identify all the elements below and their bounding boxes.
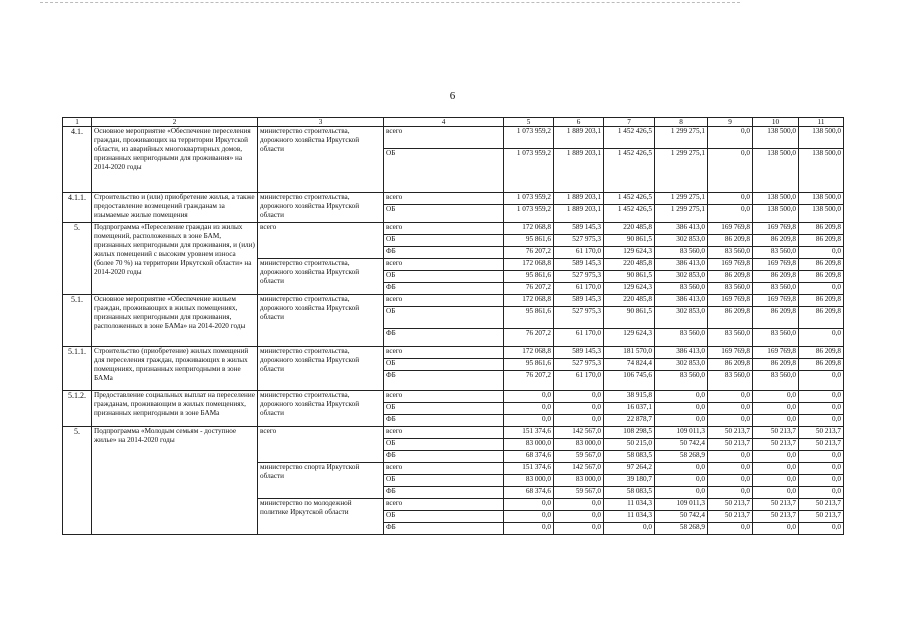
amount-cell: 86 209,8 bbox=[799, 359, 844, 371]
amount-cell: 0,0 bbox=[554, 415, 604, 427]
amount-cell: 68 374,6 bbox=[504, 487, 554, 499]
amount-cell: 76 207,2 bbox=[504, 329, 554, 347]
table-row bbox=[63, 127, 844, 149]
funding-source: ФБ bbox=[384, 451, 504, 463]
amount-cell: 138 500,0 bbox=[753, 205, 799, 223]
amount-cell: 95 861,6 bbox=[504, 359, 554, 371]
funding-source: всего bbox=[384, 391, 504, 403]
amount-cell: 109 011,3 bbox=[655, 499, 708, 511]
amount-cell: 0,0 bbox=[753, 463, 799, 475]
amount-cell: 59 567,0 bbox=[554, 487, 604, 499]
amount-cell: 0,0 bbox=[655, 391, 708, 403]
amount-cell: 11 034,3 bbox=[604, 499, 655, 511]
amount-cell: 1 889 203,1 bbox=[554, 149, 604, 193]
amount-cell: 61 170,0 bbox=[554, 329, 604, 347]
amount-cell: 1 452 426,5 bbox=[604, 205, 655, 223]
amount-cell: 0,0 bbox=[708, 451, 753, 463]
amount-cell: 86 209,8 bbox=[708, 271, 753, 283]
amount-cell: 68 374,6 bbox=[504, 451, 554, 463]
amount-cell: 83 560,0 bbox=[753, 329, 799, 347]
program-name: Строительство (приобретение) жилых помещений для переселения граждан, проживающих в жилых помещениях, признанных непригодными в зоне БАМа bbox=[92, 347, 258, 391]
executor: министерство строительства, дорожного хозяйства Иркутской области bbox=[258, 295, 384, 347]
amount-cell: 1 299 275,1 bbox=[655, 127, 708, 149]
funding-source: всего bbox=[384, 499, 504, 511]
table-row bbox=[63, 193, 844, 205]
program-name: Основное мероприятие «Обеспечение переселения граждан, проживающих на территории Иркутской области, из аварийных многоквартирных домов, признанных непригодными для проживания» на 2014-2020 годы bbox=[92, 127, 258, 193]
amount-cell: 151 374,6 bbox=[504, 427, 554, 439]
amount-cell: 58 268,9 bbox=[655, 523, 708, 535]
budget-table bbox=[62, 117, 844, 535]
amount-cell: 22 878,7 bbox=[604, 415, 655, 427]
amount-cell: 83 560,0 bbox=[753, 283, 799, 295]
amount-cell: 0,0 bbox=[753, 475, 799, 487]
amount-cell: 129 624,3 bbox=[604, 283, 655, 295]
amount-cell: 50 742,4 bbox=[655, 511, 708, 523]
amount-cell: 106 745,6 bbox=[604, 371, 655, 391]
amount-cell: 90 861,5 bbox=[604, 307, 655, 329]
amount-cell: 83 560,0 bbox=[655, 247, 708, 259]
amount-cell: 589 145,3 bbox=[554, 259, 604, 271]
column-number: 9 bbox=[708, 118, 753, 127]
amount-cell: 50 213,7 bbox=[799, 439, 844, 451]
amount-cell: 0,0 bbox=[655, 403, 708, 415]
amount-cell: 86 209,8 bbox=[799, 235, 844, 247]
funding-source: ОБ bbox=[384, 271, 504, 283]
executor: министерство по молодежной политике Иркутской области bbox=[258, 499, 384, 535]
amount-cell: 138 500,0 bbox=[753, 193, 799, 205]
page-number: 6 bbox=[449, 90, 456, 102]
amount-cell: 86 209,8 bbox=[753, 235, 799, 247]
amount-cell: 138 500,0 bbox=[799, 205, 844, 223]
amount-cell: 58 083,5 bbox=[604, 487, 655, 499]
amount-cell: 83 560,0 bbox=[708, 283, 753, 295]
amount-cell: 138 500,0 bbox=[799, 193, 844, 205]
amount-cell: 0,0 bbox=[799, 371, 844, 391]
table-row bbox=[63, 295, 844, 307]
amount-cell: 83 560,0 bbox=[655, 371, 708, 391]
amount-cell: 61 170,0 bbox=[554, 247, 604, 259]
amount-cell: 90 861,5 bbox=[604, 271, 655, 283]
amount-cell: 129 624,3 bbox=[604, 329, 655, 347]
funding-source: ОБ bbox=[384, 475, 504, 487]
funding-source: всего bbox=[384, 193, 504, 205]
funding-source: ОБ bbox=[384, 403, 504, 415]
amount-cell: 0,0 bbox=[799, 329, 844, 347]
amount-cell: 1 889 203,1 bbox=[554, 193, 604, 205]
amount-cell: 0,0 bbox=[753, 391, 799, 403]
funding-source: всего bbox=[384, 127, 504, 149]
amount-cell: 83 000,0 bbox=[554, 439, 604, 451]
funding-source: всего bbox=[384, 427, 504, 439]
funding-source: всего bbox=[384, 223, 504, 235]
amount-cell: 0,0 bbox=[708, 415, 753, 427]
amount-cell: 0,0 bbox=[708, 475, 753, 487]
amount-cell: 1 299 275,1 bbox=[655, 149, 708, 193]
amount-cell: 0,0 bbox=[708, 127, 753, 149]
table-row bbox=[63, 391, 844, 403]
funding-source: всего bbox=[384, 295, 504, 307]
amount-cell: 83 560,0 bbox=[708, 247, 753, 259]
amount-cell: 0,0 bbox=[708, 391, 753, 403]
amount-cell: 386 413,0 bbox=[655, 223, 708, 235]
executor: министерство строительства, дорожного хозяйства Иркутской области bbox=[258, 391, 384, 427]
table-row bbox=[63, 347, 844, 359]
amount-cell: 0,0 bbox=[799, 487, 844, 499]
amount-cell: 58 083,5 bbox=[604, 451, 655, 463]
amount-cell: 302 853,0 bbox=[655, 271, 708, 283]
column-number: 3 bbox=[258, 118, 384, 127]
column-number: 2 bbox=[92, 118, 258, 127]
scan-artifact bbox=[40, 2, 740, 3]
column-number: 1 bbox=[63, 118, 92, 127]
amount-cell: 0,0 bbox=[753, 451, 799, 463]
amount-cell: 86 209,8 bbox=[753, 359, 799, 371]
amount-cell: 172 068,8 bbox=[504, 347, 554, 359]
funding-source: ОБ bbox=[384, 307, 504, 329]
funding-source: ФБ bbox=[384, 329, 504, 347]
funding-source: всего bbox=[384, 347, 504, 359]
executor: министерство строительства, дорожного хозяйства Иркутской области bbox=[258, 193, 384, 223]
amount-cell: 50 213,7 bbox=[753, 499, 799, 511]
amount-cell: 1 299 275,1 bbox=[655, 205, 708, 223]
funding-source: ФБ bbox=[384, 283, 504, 295]
amount-cell: 50 213,7 bbox=[753, 427, 799, 439]
amount-cell: 1 452 426,5 bbox=[604, 149, 655, 193]
amount-cell: 83 000,0 bbox=[504, 475, 554, 487]
amount-cell: 138 500,0 bbox=[753, 127, 799, 149]
amount-cell: 0,0 bbox=[708, 149, 753, 193]
amount-cell: 86 209,8 bbox=[799, 271, 844, 283]
amount-cell: 83 000,0 bbox=[554, 475, 604, 487]
executor: министерство строительства, дорожного хозяйства Иркутской области bbox=[258, 347, 384, 391]
amount-cell: 83 560,0 bbox=[708, 371, 753, 391]
amount-cell: 86 209,8 bbox=[708, 307, 753, 329]
column-number: 5 bbox=[504, 118, 554, 127]
amount-cell: 138 500,0 bbox=[753, 149, 799, 193]
amount-cell: 50 742,4 bbox=[655, 439, 708, 451]
amount-cell: 527 975,3 bbox=[554, 307, 604, 329]
amount-cell: 76 207,2 bbox=[504, 283, 554, 295]
funding-source: ОБ bbox=[384, 205, 504, 223]
funding-source: ОБ bbox=[384, 511, 504, 523]
amount-cell: 50 213,7 bbox=[799, 511, 844, 523]
amount-cell: 86 209,8 bbox=[799, 223, 844, 235]
amount-cell: 386 413,0 bbox=[655, 295, 708, 307]
amount-cell: 76 207,2 bbox=[504, 371, 554, 391]
table-row bbox=[63, 427, 844, 439]
amount-cell: 169 769,8 bbox=[753, 347, 799, 359]
program-name: Предоставление социальных выплат на переселение гражданам, проживающим в жилых помещениях, признанных непригодными в зоне БАМа bbox=[92, 391, 258, 427]
amount-cell: 527 975,3 bbox=[554, 359, 604, 371]
amount-cell: 169 769,8 bbox=[753, 259, 799, 271]
amount-cell: 302 853,0 bbox=[655, 307, 708, 329]
amount-cell: 302 853,0 bbox=[655, 235, 708, 247]
column-number: 7 bbox=[604, 118, 655, 127]
amount-cell: 0,0 bbox=[708, 463, 753, 475]
amount-cell: 95 861,6 bbox=[504, 271, 554, 283]
amount-cell: 97 264,2 bbox=[604, 463, 655, 475]
amount-cell: 220 485,8 bbox=[604, 259, 655, 271]
amount-cell: 138 500,0 bbox=[799, 127, 844, 149]
amount-cell: 386 413,0 bbox=[655, 259, 708, 271]
amount-cell: 0,0 bbox=[799, 451, 844, 463]
table-row bbox=[63, 223, 844, 235]
amount-cell: 0,0 bbox=[655, 415, 708, 427]
funding-source: ФБ bbox=[384, 371, 504, 391]
amount-cell: 61 170,0 bbox=[554, 371, 604, 391]
amount-cell: 0,0 bbox=[753, 523, 799, 535]
amount-cell: 1 073 959,2 bbox=[504, 205, 554, 223]
amount-cell: 61 170,0 bbox=[554, 283, 604, 295]
amount-cell: 108 298,5 bbox=[604, 427, 655, 439]
amount-cell: 83 000,0 bbox=[504, 439, 554, 451]
amount-cell: 11 034,3 bbox=[604, 511, 655, 523]
amount-cell: 0,0 bbox=[655, 463, 708, 475]
amount-cell: 1 889 203,1 bbox=[554, 127, 604, 149]
amount-cell: 83 560,0 bbox=[708, 329, 753, 347]
amount-cell: 0,0 bbox=[554, 499, 604, 511]
amount-cell: 169 769,8 bbox=[708, 347, 753, 359]
executor: министерство строительства, дорожного хозяйства Иркутской области bbox=[258, 127, 384, 193]
amount-cell: 142 567,0 bbox=[554, 463, 604, 475]
amount-cell: 0,0 bbox=[554, 403, 604, 415]
row-number: 4.1.1. bbox=[63, 193, 92, 223]
row-number: 5.1.2. bbox=[63, 391, 92, 427]
amount-cell: 0,0 bbox=[753, 403, 799, 415]
column-number: 8 bbox=[655, 118, 708, 127]
amount-cell: 0,0 bbox=[504, 403, 554, 415]
amount-cell: 0,0 bbox=[799, 283, 844, 295]
amount-cell: 95 861,6 bbox=[504, 235, 554, 247]
amount-cell: 1 073 959,2 bbox=[504, 127, 554, 149]
program-name: Подпрограмма «Переселение граждан из жилых помещений, расположенных в зоне БАМ, признанных непригодными для проживания, и (или) жилых помещений с высоким уровнем износа (более 70 %) на территории Иркутской области» на 2014-2020 годы bbox=[92, 223, 258, 295]
amount-cell: 0,0 bbox=[708, 403, 753, 415]
amount-cell: 1 073 959,2 bbox=[504, 149, 554, 193]
amount-cell: 74 824,4 bbox=[604, 359, 655, 371]
amount-cell: 0,0 bbox=[708, 205, 753, 223]
amount-cell: 50 213,7 bbox=[799, 499, 844, 511]
amount-cell: 172 068,8 bbox=[504, 295, 554, 307]
amount-cell: 50 213,7 bbox=[708, 427, 753, 439]
amount-cell: 0,0 bbox=[753, 415, 799, 427]
amount-cell: 1 452 426,5 bbox=[604, 127, 655, 149]
amount-cell: 386 413,0 bbox=[655, 347, 708, 359]
amount-cell: 0,0 bbox=[799, 247, 844, 259]
amount-cell: 151 374,6 bbox=[504, 463, 554, 475]
amount-cell: 0,0 bbox=[799, 463, 844, 475]
amount-cell: 589 145,3 bbox=[554, 347, 604, 359]
amount-cell: 0,0 bbox=[504, 415, 554, 427]
amount-cell: 1 452 426,5 bbox=[604, 193, 655, 205]
amount-cell: 16 037,1 bbox=[604, 403, 655, 415]
amount-cell: 0,0 bbox=[504, 391, 554, 403]
amount-cell: 589 145,3 bbox=[554, 223, 604, 235]
amount-cell: 1 073 959,2 bbox=[504, 193, 554, 205]
amount-cell: 39 180,7 bbox=[604, 475, 655, 487]
funding-source: ФБ bbox=[384, 523, 504, 535]
funding-source: ОБ bbox=[384, 359, 504, 371]
amount-cell: 0,0 bbox=[604, 523, 655, 535]
row-number: 4.1. bbox=[63, 127, 92, 193]
amount-cell: 50 215,0 bbox=[604, 439, 655, 451]
amount-cell: 50 213,7 bbox=[708, 511, 753, 523]
amount-cell: 220 485,8 bbox=[604, 223, 655, 235]
amount-cell: 58 268,9 bbox=[655, 451, 708, 463]
amount-cell: 129 624,3 bbox=[604, 247, 655, 259]
amount-cell: 50 213,7 bbox=[708, 439, 753, 451]
amount-cell: 0,0 bbox=[655, 475, 708, 487]
program-name: Строительство и (или) приобретение жилья, а также предоставление возмещений гражданам за изымаемые жилые помещения bbox=[92, 193, 258, 223]
funding-source: всего bbox=[384, 463, 504, 475]
amount-cell: 86 209,8 bbox=[799, 295, 844, 307]
amount-cell: 86 209,8 bbox=[708, 359, 753, 371]
amount-cell: 83 560,0 bbox=[655, 329, 708, 347]
amount-cell: 181 570,0 bbox=[604, 347, 655, 359]
row-number: 5.1. bbox=[63, 295, 92, 347]
amount-cell: 0,0 bbox=[708, 523, 753, 535]
amount-cell: 589 145,3 bbox=[554, 295, 604, 307]
column-number: 4 bbox=[384, 118, 504, 127]
row-number: 5. bbox=[63, 427, 92, 535]
amount-cell: 1 889 203,1 bbox=[554, 205, 604, 223]
row-number: 5. bbox=[63, 223, 92, 295]
amount-cell: 169 769,8 bbox=[708, 223, 753, 235]
executor: министерство строительства, дорожного хозяйства Иркутской области bbox=[258, 259, 384, 295]
amount-cell: 86 209,8 bbox=[799, 307, 844, 329]
amount-cell: 172 068,8 bbox=[504, 259, 554, 271]
amount-cell: 0,0 bbox=[708, 193, 753, 205]
amount-cell: 220 485,8 bbox=[604, 295, 655, 307]
funding-source: ФБ bbox=[384, 247, 504, 259]
funding-source: ФБ bbox=[384, 487, 504, 499]
amount-cell: 76 207,2 bbox=[504, 247, 554, 259]
amount-cell: 38 915,8 bbox=[604, 391, 655, 403]
amount-cell: 0,0 bbox=[708, 487, 753, 499]
amount-cell: 142 567,0 bbox=[554, 427, 604, 439]
amount-cell: 0,0 bbox=[554, 391, 604, 403]
amount-cell: 0,0 bbox=[799, 403, 844, 415]
executor: министерство спорта Иркутской области bbox=[258, 463, 384, 499]
column-number: 10 bbox=[753, 118, 799, 127]
amount-cell: 169 769,8 bbox=[708, 259, 753, 271]
column-number: 11 bbox=[799, 118, 844, 127]
amount-cell: 0,0 bbox=[655, 487, 708, 499]
amount-cell: 0,0 bbox=[554, 511, 604, 523]
executor: всего bbox=[258, 427, 384, 463]
amount-cell: 172 068,8 bbox=[504, 223, 554, 235]
amount-cell: 169 769,8 bbox=[753, 223, 799, 235]
amount-cell: 0,0 bbox=[504, 523, 554, 535]
amount-cell: 50 213,7 bbox=[708, 499, 753, 511]
amount-cell: 527 975,3 bbox=[554, 235, 604, 247]
amount-cell: 86 209,8 bbox=[753, 271, 799, 283]
amount-cell: 95 861,6 bbox=[504, 307, 554, 329]
amount-cell: 0,0 bbox=[799, 523, 844, 535]
amount-cell: 50 213,7 bbox=[753, 439, 799, 451]
program-name: Основное мероприятие «Обеспечение жильем граждан, проживающих в жилых помещениях, признанных непригодными для проживания, расположенных в зоне БАМа» на 2014-2020 годы bbox=[92, 295, 258, 347]
amount-cell: 527 975,3 bbox=[554, 271, 604, 283]
amount-cell: 83 560,0 bbox=[655, 283, 708, 295]
amount-cell: 169 769,8 bbox=[753, 295, 799, 307]
amount-cell: 50 213,7 bbox=[753, 511, 799, 523]
amount-cell: 90 861,5 bbox=[604, 235, 655, 247]
funding-source: ОБ bbox=[384, 235, 504, 247]
amount-cell: 1 299 275,1 bbox=[655, 193, 708, 205]
funding-source: ОБ bbox=[384, 149, 504, 193]
funding-source: ОБ bbox=[384, 439, 504, 451]
amount-cell: 86 209,8 bbox=[708, 235, 753, 247]
table-body bbox=[63, 118, 844, 535]
funding-source: всего bbox=[384, 259, 504, 271]
executor: всего bbox=[258, 223, 384, 259]
column-number-row bbox=[63, 118, 844, 127]
amount-cell: 0,0 bbox=[799, 391, 844, 403]
amount-cell: 302 853,0 bbox=[655, 359, 708, 371]
amount-cell: 0,0 bbox=[799, 415, 844, 427]
amount-cell: 109 011,3 bbox=[655, 427, 708, 439]
amount-cell: 0,0 bbox=[554, 523, 604, 535]
amount-cell: 86 209,8 bbox=[753, 307, 799, 329]
amount-cell: 86 209,8 bbox=[799, 347, 844, 359]
amount-cell: 138 500,0 bbox=[799, 149, 844, 193]
amount-cell: 86 209,8 bbox=[799, 259, 844, 271]
amount-cell: 0,0 bbox=[799, 475, 844, 487]
amount-cell: 59 567,0 bbox=[554, 451, 604, 463]
row-number: 5.1.1. bbox=[63, 347, 92, 391]
amount-cell: 0,0 bbox=[504, 499, 554, 511]
funding-source: ФБ bbox=[384, 415, 504, 427]
amount-cell: 50 213,7 bbox=[799, 427, 844, 439]
column-number: 6 bbox=[554, 118, 604, 127]
amount-cell: 169 769,8 bbox=[708, 295, 753, 307]
amount-cell: 0,0 bbox=[753, 487, 799, 499]
program-name: Подпрограмма «Молодым семьям - доступное жилье» на 2014-2020 годы bbox=[92, 427, 258, 535]
amount-cell: 83 560,0 bbox=[753, 247, 799, 259]
amount-cell: 83 560,0 bbox=[753, 371, 799, 391]
amount-cell: 0,0 bbox=[504, 511, 554, 523]
